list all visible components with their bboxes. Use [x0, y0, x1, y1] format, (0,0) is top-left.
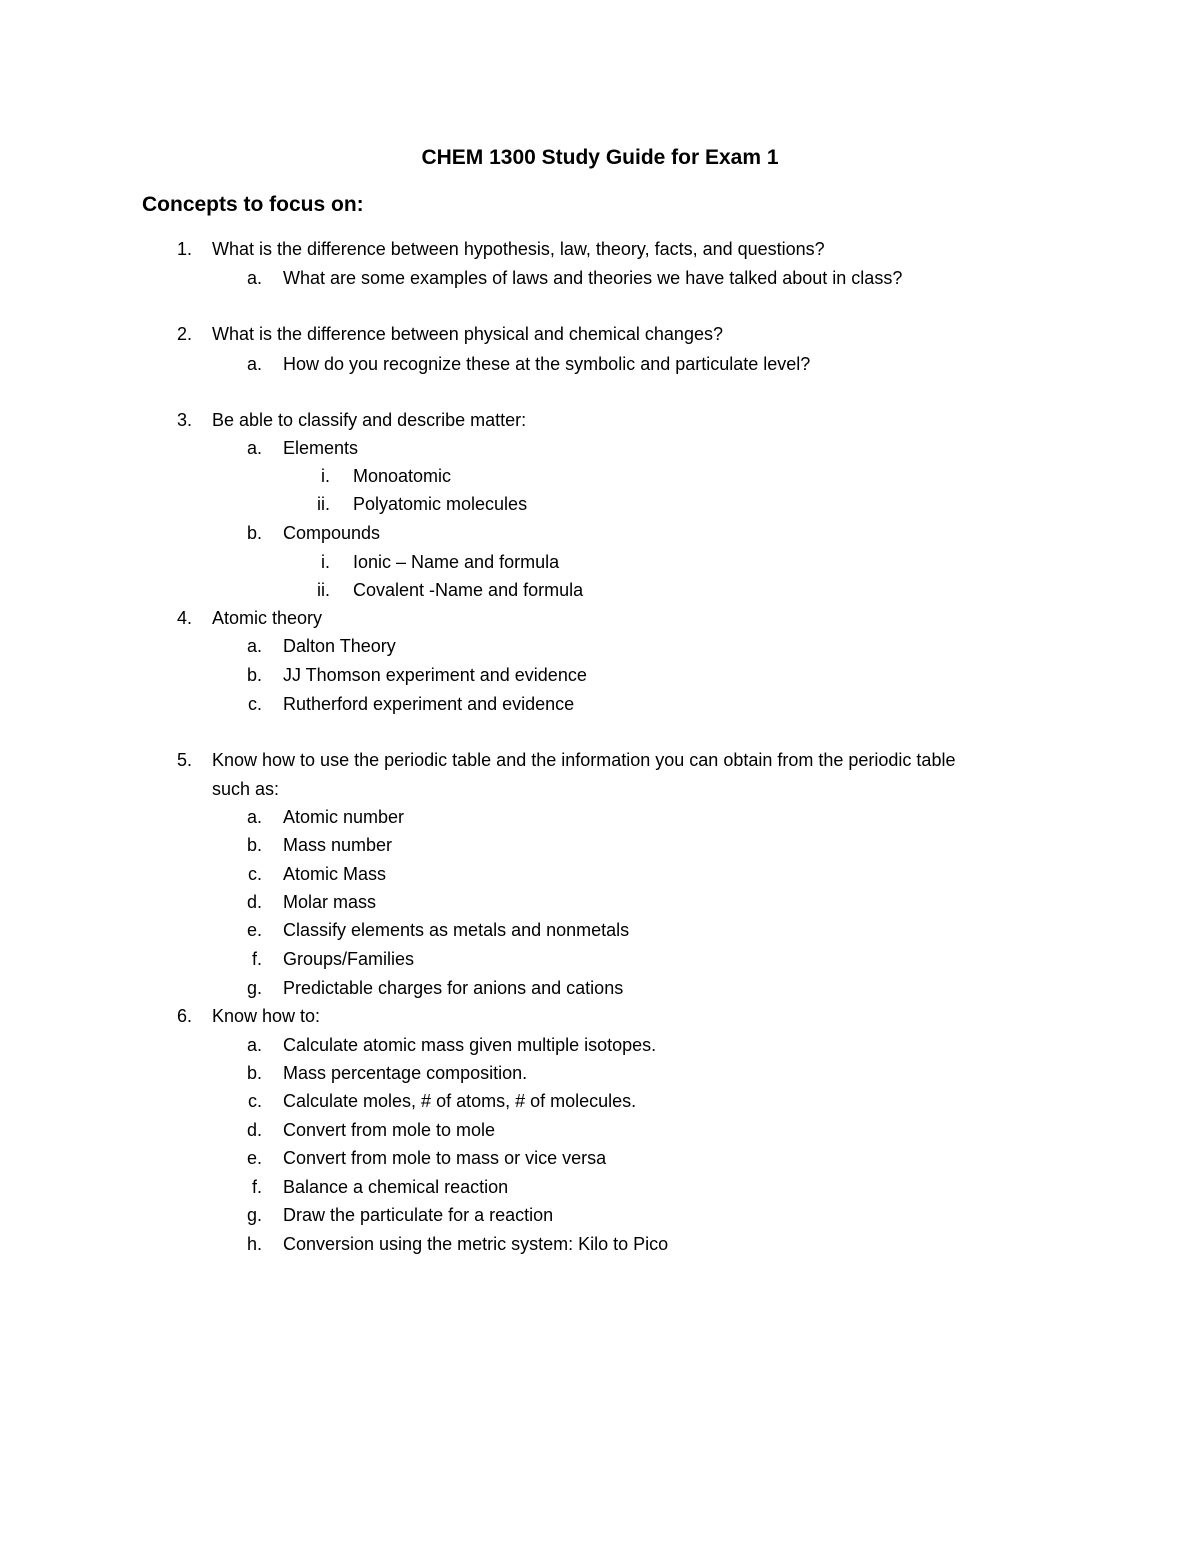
page-title: CHEM 1300 Study Guide for Exam 1: [421, 146, 779, 169]
list-item-text: Atomic theory: [212, 608, 323, 628]
list-item-text: Mass number: [283, 835, 393, 855]
list-item-marker: 5.: [176, 750, 192, 770]
list-item-marker: i.: [321, 466, 330, 486]
list-item-text: Mass percentage composition.: [283, 1063, 528, 1083]
list-item-marker: f.: [251, 949, 262, 969]
list-item-text: Classify elements as metals and nonmetals: [283, 920, 630, 940]
list-item-marker: 6.: [176, 1006, 192, 1026]
list-item-marker: ii.: [317, 580, 330, 600]
list-item-marker: g.: [246, 1205, 262, 1225]
list-item-text: Calculate moles, # of atoms, # of molecules.: [283, 1091, 637, 1111]
list-item-marker: b.: [246, 523, 262, 543]
list-item-text: Elements: [283, 438, 359, 458]
list-item-text: Predictable charges for anions and cations: [283, 978, 624, 998]
list-item-marker: c.: [247, 864, 262, 884]
list-item-marker: a.: [246, 1035, 262, 1055]
list-item-marker: c.: [247, 1091, 262, 1111]
list-item-text: Convert from mole to mass or vice versa: [283, 1148, 607, 1168]
list-item-marker: b.: [246, 1063, 262, 1083]
list-item-text: Draw the particulate for a reaction: [283, 1205, 554, 1225]
list-item-marker: a.: [246, 354, 262, 374]
section-heading: Concepts to focus on:: [142, 193, 364, 216]
list-item-text: Atomic number: [283, 807, 405, 827]
list-item-text: What are some examples of laws and theories we have talked about in class?: [283, 268, 903, 288]
list-item-text: What is the difference between hypothesis, law, theory, facts, and questions?: [212, 239, 825, 259]
list-item-marker: 4.: [176, 608, 192, 628]
list-item-marker: f.: [251, 1177, 262, 1197]
list-item-text: Groups/Families: [283, 949, 415, 969]
list-item-marker: a.: [246, 268, 262, 288]
list-item-text: JJ Thomson experiment and evidence: [283, 665, 587, 685]
list-item-marker: d.: [246, 1120, 262, 1140]
list-item-marker: e.: [246, 920, 262, 940]
list-item-text: Ionic – Name and formula: [353, 552, 560, 572]
list-item-text: Covalent -Name and formula: [353, 580, 584, 600]
list-item-marker: ii.: [317, 494, 330, 514]
list-item-text: such as:: [212, 779, 280, 799]
list-item-text: How do you recognize these at the symbolic and particulate level?: [283, 354, 811, 374]
list-item-marker: a.: [246, 807, 262, 827]
list-item-marker: 1.: [176, 239, 192, 259]
list-item-marker: 2.: [176, 324, 192, 344]
list-item-text: Molar mass: [283, 892, 377, 912]
list-item-text: Convert from mole to mole: [283, 1120, 496, 1140]
list-item-text: Know how to use the periodic table and the information you can obtain from the periodic table: [212, 750, 956, 770]
list-item-marker: b.: [246, 665, 262, 685]
list-item-text: Polyatomic molecules: [353, 494, 528, 514]
list-item-marker: e.: [246, 1148, 262, 1168]
list-item-text: Atomic Mass: [283, 864, 387, 884]
list-item-marker: a.: [246, 438, 262, 458]
list-item-text: Compounds: [283, 523, 381, 543]
list-item-marker: c.: [247, 694, 262, 714]
list-item-text: Monoatomic: [353, 466, 452, 486]
list-item-text: Balance a chemical reaction: [283, 1177, 509, 1197]
list-item-text: What is the difference between physical and chemical changes?: [212, 324, 723, 344]
list-item-marker: g.: [246, 978, 262, 998]
list-item-marker: d.: [246, 892, 262, 912]
list-item-marker: 3.: [176, 410, 192, 430]
list-item-text: Know how to:: [212, 1006, 321, 1026]
list-item-text: Dalton Theory: [283, 636, 396, 656]
list-item-text: Be able to classify and describe matter:: [212, 410, 527, 430]
list-item-text: Rutherford experiment and evidence: [283, 694, 575, 714]
list-item-marker: b.: [246, 835, 262, 855]
list-item-marker: i.: [321, 552, 330, 572]
list-item-text: Calculate atomic mass given multiple isotopes.: [283, 1035, 657, 1055]
list-item-marker: h.: [246, 1234, 262, 1254]
list-item-text: Conversion using the metric system: Kilo to Pico: [283, 1234, 669, 1254]
list-item-marker: a.: [246, 636, 262, 656]
